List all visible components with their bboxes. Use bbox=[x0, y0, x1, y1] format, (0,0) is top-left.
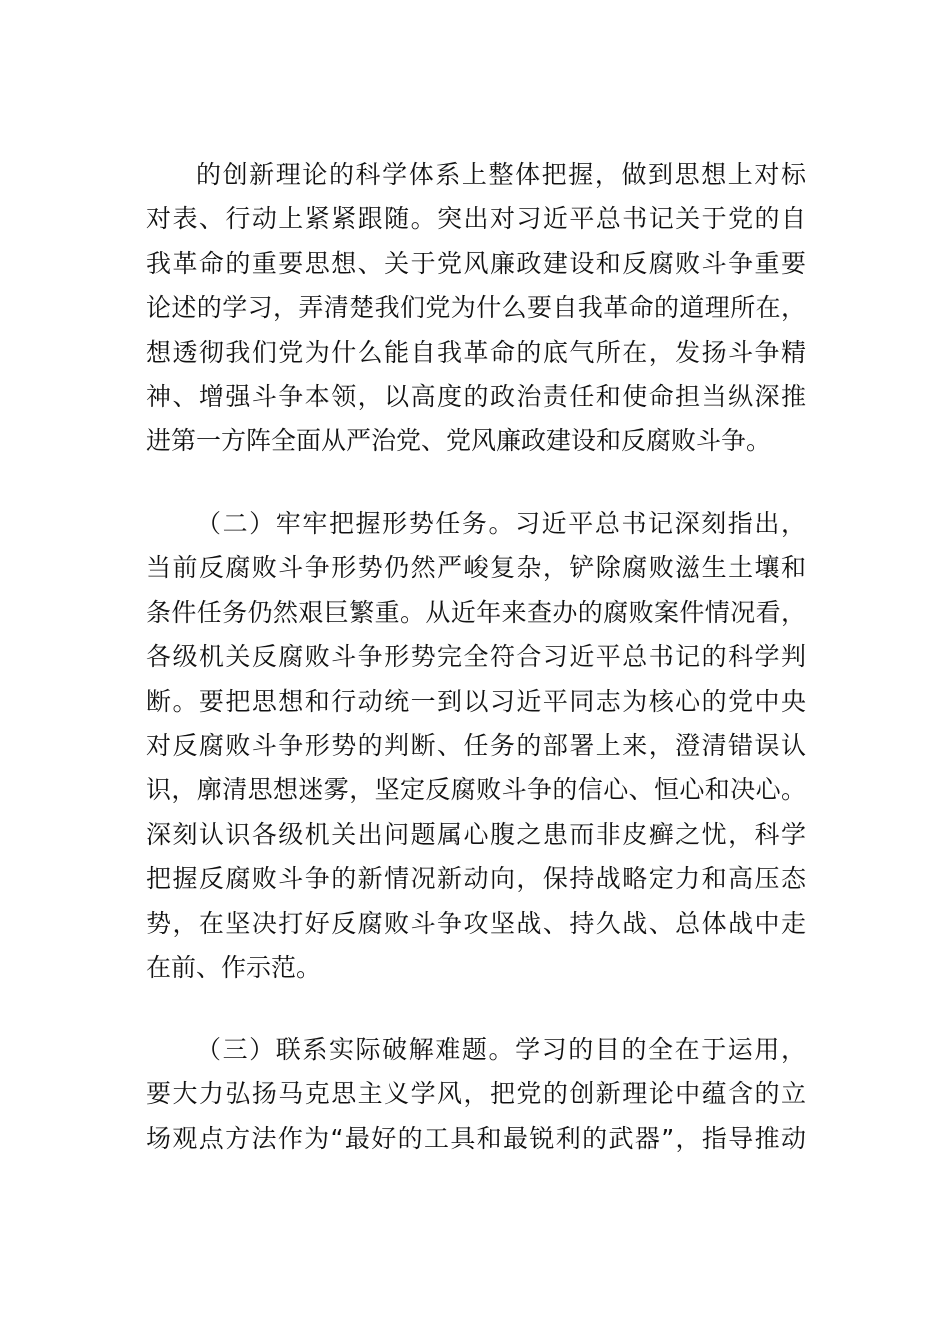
text-line: （二）牢牢把握形势任务。习近平总书记深刻指出， bbox=[196, 509, 806, 538]
text-line: 把握反腐败斗争的新情况新动向，保持战略定力和高压态 bbox=[146, 864, 806, 894]
text-line: 对反腐败斗争形势的判断、任务的部署上来，澄清错误认 bbox=[146, 730, 806, 760]
paragraph-3 bbox=[146, 1028, 806, 1161]
text-line: 识，廓清思想迷雾，坚定反腐败斗争的信心、恒心和决心。 bbox=[146, 775, 806, 805]
text-line: 条件任务仍然艰巨繁重。从近年来查办的腐败案件情况看， bbox=[146, 597, 806, 627]
text-line: 我革命的重要思想、关于党风廉政建设和反腐败斗争重要 bbox=[146, 248, 806, 278]
text-line: 当前反腐败斗争形势仍然严峻复杂，铲除腐败滋生土壤和 bbox=[146, 553, 806, 583]
text-line: 对表、行动上紧紧跟随。突出对习近平总书记关于党的自 bbox=[146, 204, 806, 234]
text-line: 要大力弘扬马克思主义学风，把党的创新理论中蕴含的立 bbox=[146, 1079, 806, 1109]
text-line: 场观点方法作为“最好的工具和最锐利的武器”，指导推动 bbox=[146, 1123, 806, 1153]
text-line: 深刻认识各级机关出问题属心腹之患而非皮癣之忧，科学 bbox=[146, 819, 806, 849]
text-line: 想透彻我们党为什么能自我革命的底气所在，发扬斗争精 bbox=[146, 337, 806, 367]
text-line: 进第一方阵全面从严治党、党风廉政建设和反腐败斗争。 bbox=[146, 426, 772, 456]
text-line: 论述的学习，弄清楚我们党为什么要自我革命的道理所在， bbox=[146, 293, 806, 323]
text-line: 神、增强斗争本领，以高度的政治责任和使命担当纵深推 bbox=[146, 381, 806, 411]
paragraph-2 bbox=[146, 502, 806, 990]
paragraph-1 bbox=[146, 153, 806, 464]
text-line: 断。要把思想和行动统一到以习近平同志为核心的党中央 bbox=[146, 686, 806, 716]
text-line: 在前、作示范。 bbox=[146, 952, 322, 982]
text-line: （三）联系实际破解难题。学习的目的全在于运用， bbox=[196, 1035, 806, 1064]
text-line: 的创新理论的科学体系上整体把握，做到思想上对标 bbox=[196, 160, 806, 189]
text-line: 各级机关反腐败斗争形势完全符合习近平总书记的科学判 bbox=[146, 642, 806, 672]
text-line: 势，在坚决打好反腐败斗争攻坚战、持久战、总体战中走 bbox=[146, 908, 806, 938]
